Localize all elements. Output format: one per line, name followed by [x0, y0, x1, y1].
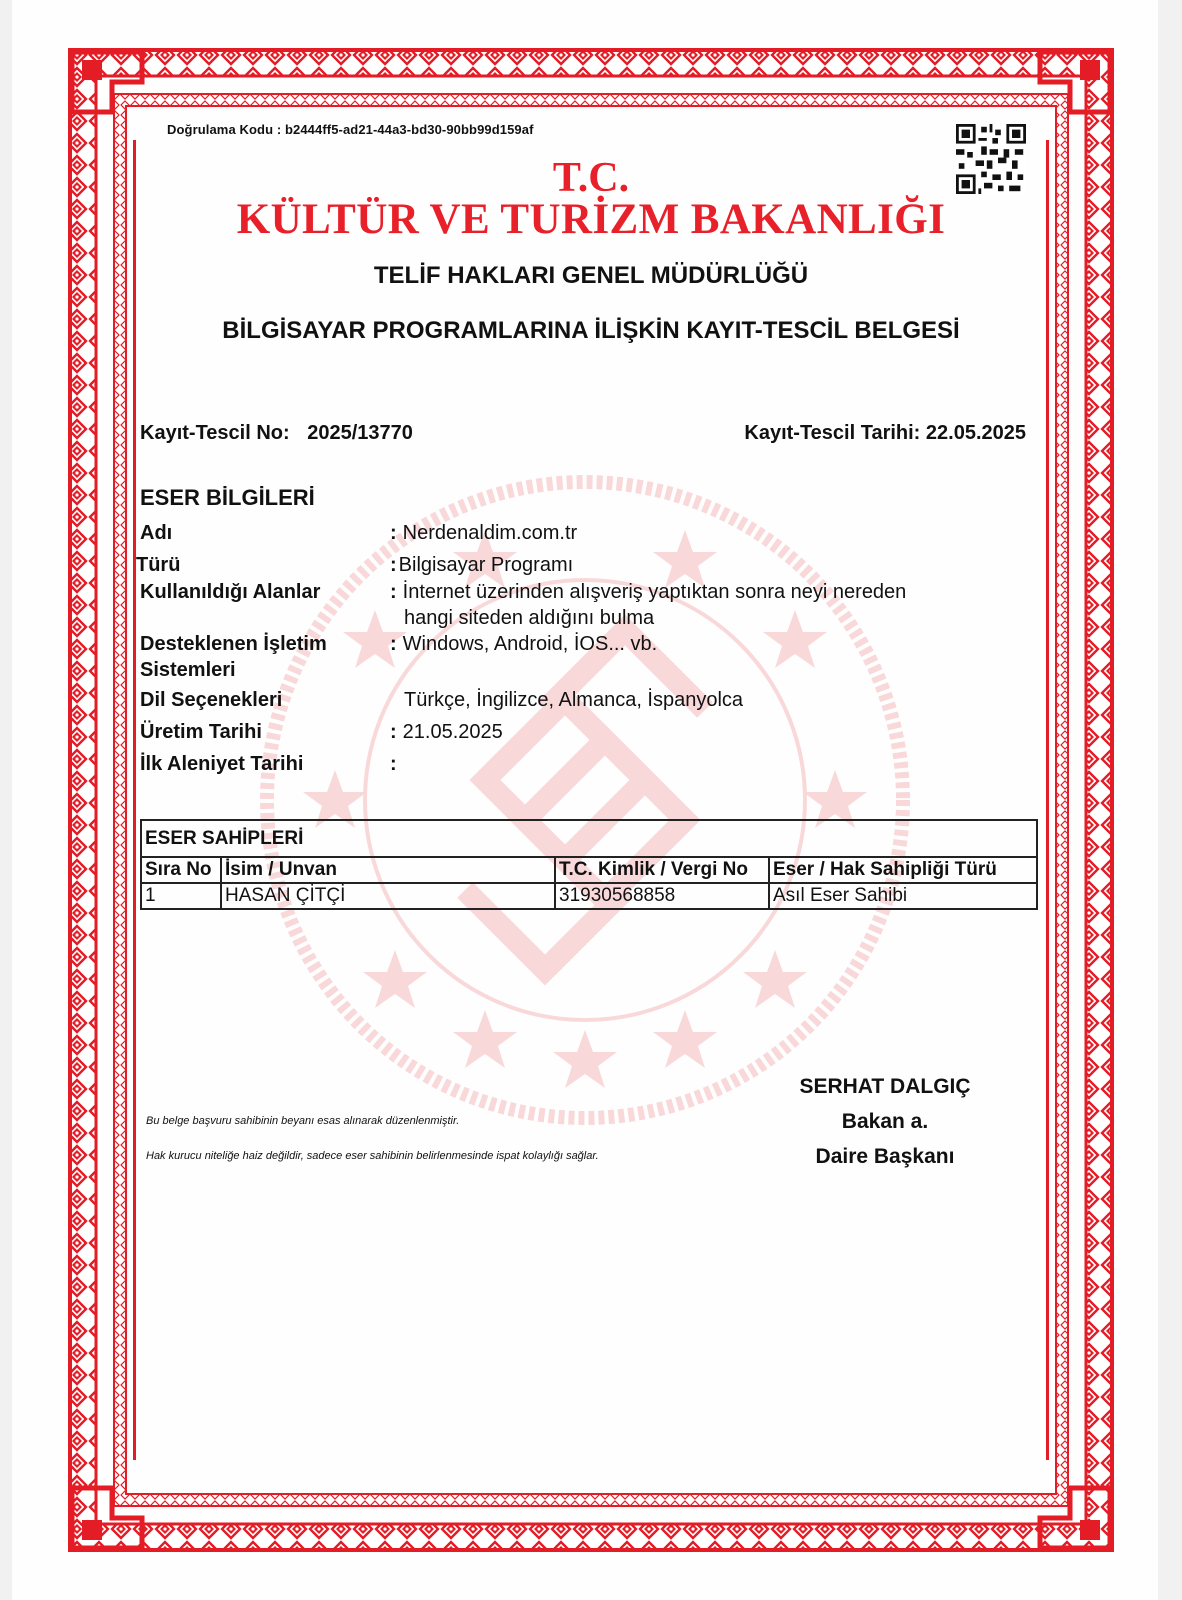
directorate-heading: TELİF HAKLARI GENEL MÜDÜRLÜĞÜ — [373, 262, 809, 289]
table-cell: HASAN ÇİTÇİ — [221, 883, 555, 909]
verification-code: Doğrulama Kodu : b2444ff5-ad21-44a3-bd30-90bb99d159af — [167, 122, 534, 137]
signatory-role: Bakan a. — [841, 1110, 929, 1133]
table-cell: 1 — [141, 883, 221, 909]
registration-number-value: 2025/13770 — [307, 422, 413, 444]
field-value: : Nerdenaldim.com.tr — [390, 522, 578, 544]
field-label: Üretim Tarihi — [140, 721, 262, 743]
field-label: İlk Aleniyet Tarihi — [140, 753, 304, 775]
table-cell: Asıl Eser Sahibi — [769, 883, 1037, 909]
work-info-title: ESER BİLGİLERİ — [140, 485, 315, 510]
field-label: Türü — [136, 554, 181, 576]
signatory-name: SERHAT DALGIÇ — [799, 1075, 971, 1098]
table-cell: 31930568858 — [555, 883, 769, 909]
column-header: Sıra No — [141, 857, 221, 883]
note-declaration: Bu belge başvuru sahibinin beyanı esas alınarak düzenlenmiştir. — [146, 1115, 460, 1127]
note-legal: Hak kurucu niteliğe haiz değildir, sadece eser sahibinin belirlenmesinde ispat kolaylığı sağlar. — [146, 1150, 599, 1162]
column-header: İsim / Unvan — [221, 857, 555, 883]
field-row-production-date — [140, 719, 1000, 751]
column-header: T.C. Kimlik / Vergi No — [555, 857, 769, 883]
field-label: Kullanıldığı Alanlar — [140, 581, 321, 603]
field-value: : — [390, 753, 397, 775]
document-title: BİLGİSAYAR PROGRAMLARINA İLİŞKİN KAYIT-TESCİL BELGESİ — [222, 317, 960, 344]
field-value: : Windows, Android, İOS... vb. — [390, 633, 658, 655]
field-row-usage — [140, 579, 1000, 631]
field-row-name — [140, 520, 1000, 552]
owners-table — [140, 819, 1038, 910]
column-header: Eser / Hak Sahipliği Türü — [769, 857, 1037, 883]
owners-table-title: ESER SAHİPLERİ — [141, 820, 1037, 857]
field-label: Adı — [140, 522, 173, 544]
field-row-type — [136, 552, 1000, 579]
field-label: Desteklenen İşletim Sistemleri — [140, 633, 327, 681]
field-value: : Bilgisayar Programı — [390, 554, 574, 576]
table-row — [141, 883, 1037, 909]
registration-number — [140, 422, 413, 445]
field-row-languages — [140, 687, 1000, 719]
owners-table-header — [141, 857, 1037, 883]
field-row-os — [140, 631, 1000, 687]
ministry-heading: KÜLTÜR VE TURİZM BAKANLIĞI — [236, 196, 946, 243]
field-value: Türkçe, İngilizce, Almanca, İspanyolca — [404, 689, 744, 711]
work-info-list — [136, 520, 1000, 783]
field-value: : 21.05.2025 — [390, 721, 503, 743]
registration-number-label: Kayıt-Tescil No: — [140, 422, 290, 444]
field-row-publication-date — [140, 751, 1000, 783]
field-label: Dil Seçenekleri — [140, 689, 283, 711]
signatory-department: Daire Başkanı — [815, 1145, 955, 1168]
registration-date: Kayıt-Tescil Tarihi: 22.05.2025 — [744, 422, 1026, 444]
tc-heading: T.C. — [552, 155, 630, 201]
field-value: : İnternet üzerinden alışveriş yaptıktan sonra neyi nereden hangi siteden aldığını bulma — [390, 581, 907, 629]
